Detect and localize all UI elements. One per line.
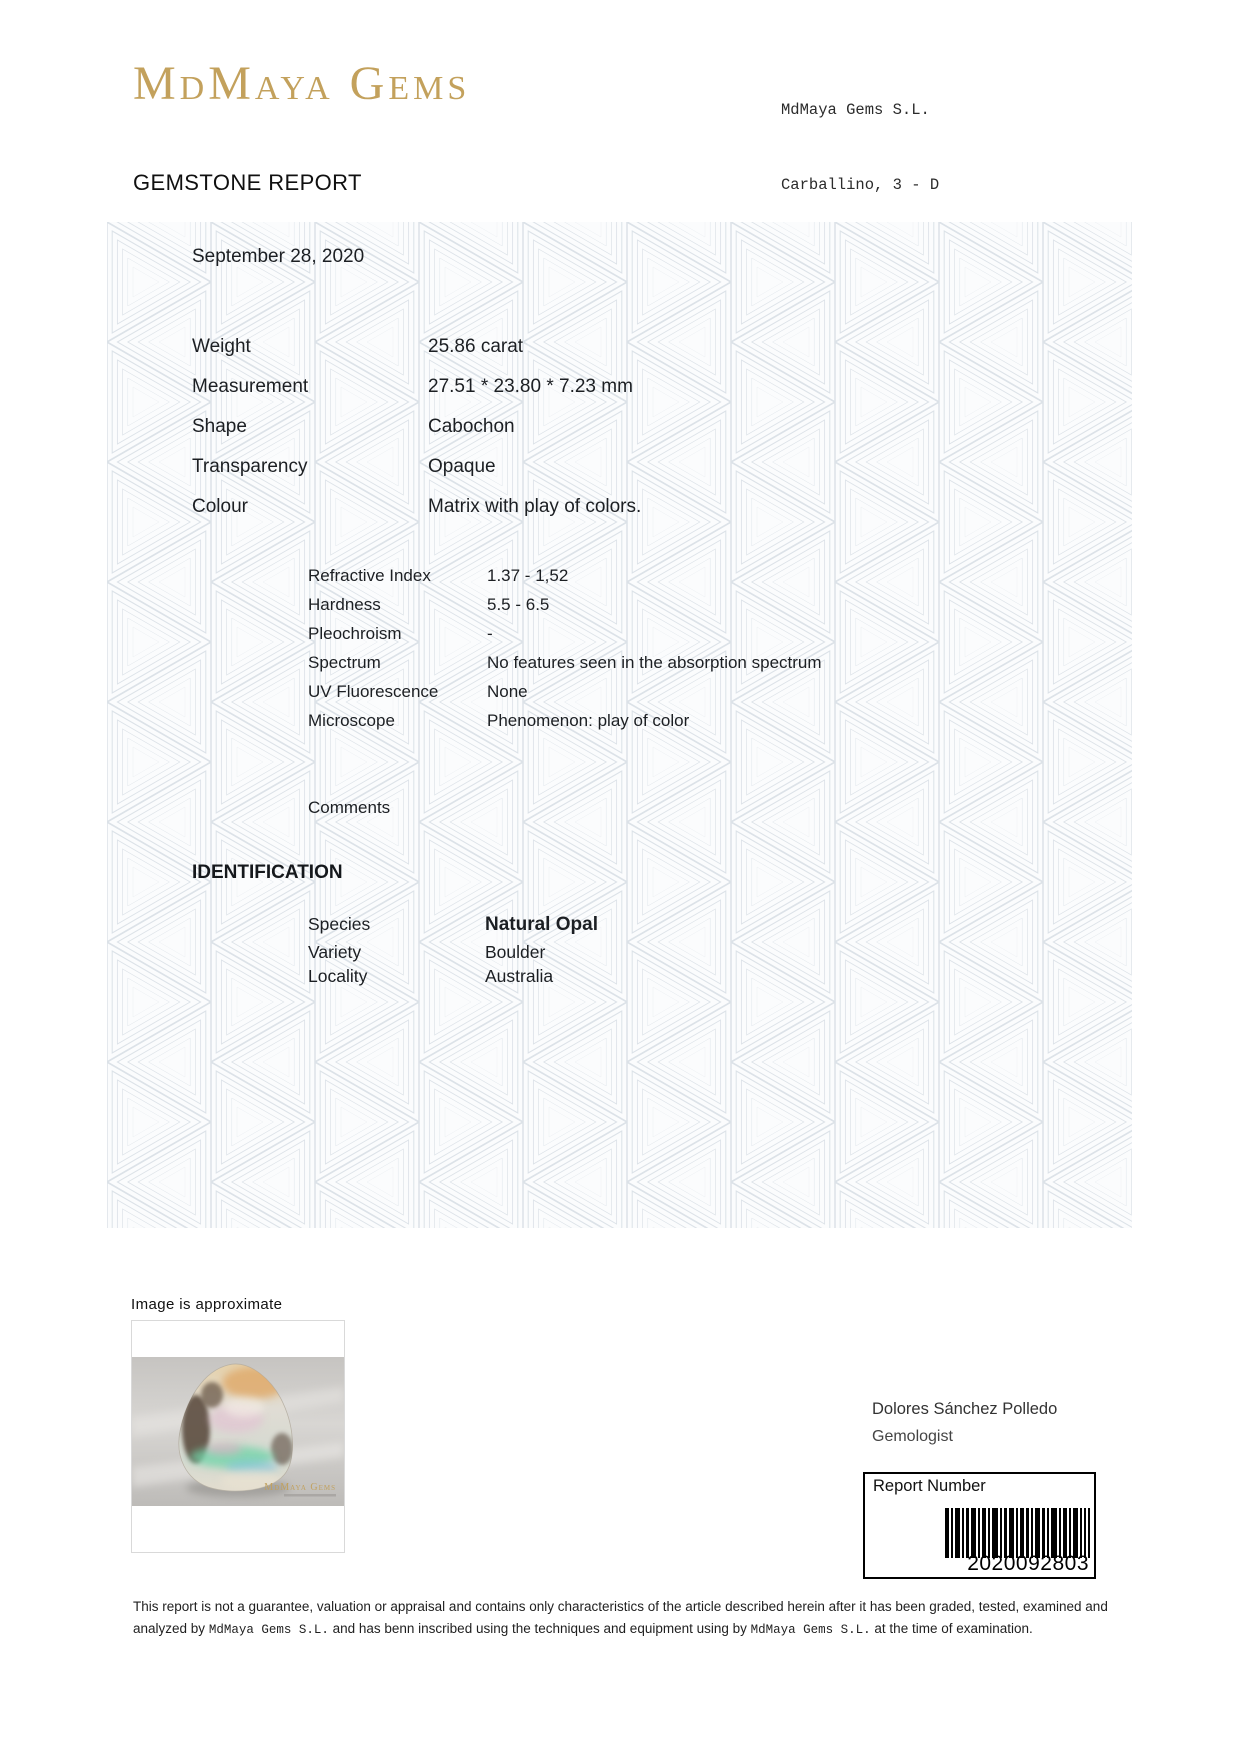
property-value: Boulder	[485, 942, 546, 962]
property-label: Locality	[308, 966, 368, 986]
company-logo: MdMaya Gems	[133, 57, 471, 110]
disclaimer-brand: MdMaya Gems S.L.	[208, 1623, 329, 1637]
property-label: Spectrum	[308, 653, 381, 672]
disclaimer	[133, 1596, 1133, 1641]
property-value: -	[487, 624, 493, 643]
disclaimer-text: and has benn inscribed using the techniques and equipment using by	[328, 1621, 751, 1636]
barcode	[945, 1508, 1090, 1558]
identification-heading: IDENTIFICATION	[192, 862, 343, 883]
property-label: Refractive Index	[308, 566, 431, 585]
report-number-value: 2020092803	[967, 1552, 1089, 1575]
property-value: 25.86 carat	[428, 336, 524, 357]
property-row	[107, 595, 1132, 621]
property-row	[107, 624, 1132, 650]
property-value: 5.5 - 6.5	[487, 595, 550, 614]
report-body	[107, 222, 1132, 1228]
property-row	[107, 336, 1132, 362]
property-label: Microscope	[308, 711, 395, 730]
property-label: Hardness	[308, 595, 381, 614]
property-label: Species	[308, 914, 371, 934]
property-label: Transparency	[192, 456, 308, 477]
disclaimer-text: at the time of examination.	[870, 1621, 1033, 1636]
property-row	[107, 456, 1132, 482]
property-value: No features seen in the absorption spectrum	[487, 653, 822, 672]
gemologist-title: Gemologist	[872, 1428, 953, 1445]
opal-photo	[132, 1357, 344, 1506]
disclaimer-text: This report is not a guarantee, valuation or appraisal and contains only characteristics of the article described herein after it has been graded, tested, examined and analyzed by	[133, 1599, 1108, 1636]
identification-row	[107, 966, 1132, 992]
gem-photo-frame	[131, 1320, 345, 1553]
property-value: 1.37 - 1,52	[487, 566, 569, 585]
property-label: Variety	[308, 942, 362, 962]
property-value: 27.51 * 23.80 * 7.23 mm	[428, 376, 633, 397]
disclaimer-brand: MdMaya Gems S.L.	[750, 1623, 871, 1637]
property-label: Measurement	[192, 376, 309, 397]
property-value: None	[487, 682, 528, 701]
property-value: Opaque	[428, 456, 496, 477]
property-row	[107, 376, 1132, 402]
report-date: September 28, 2020	[192, 246, 365, 267]
property-row	[107, 566, 1132, 592]
property-value: Phenomenon: play of color	[487, 711, 690, 730]
gemologist-name: Dolores Sánchez Polledo	[872, 1400, 1058, 1418]
property-value: Matrix with play of colors.	[428, 496, 642, 517]
species-value: Natural Opal	[485, 914, 598, 935]
property-row	[107, 682, 1132, 708]
company-address-line: MdMaya Gems S.L.	[781, 101, 930, 119]
property-value: Australia	[485, 966, 554, 986]
photo-watermark: MdMaya Gems	[264, 1482, 336, 1493]
property-row	[107, 416, 1132, 442]
report-number-box	[863, 1472, 1096, 1579]
property-row	[107, 496, 1132, 522]
property-label: UV Fluorescence	[308, 682, 439, 701]
property-label: Weight	[192, 336, 251, 357]
image-caption: Image is approximate	[131, 1296, 283, 1313]
page-title: GEMSTONE REPORT	[133, 170, 362, 195]
property-row	[107, 653, 1132, 679]
property-row	[107, 711, 1132, 737]
property-value: Cabochon	[428, 416, 515, 437]
comments-label: Comments	[308, 798, 391, 817]
property-label: Shape	[192, 416, 247, 437]
company-address-line: Carballino, 3 - D	[781, 176, 940, 194]
report-number-label: Report Number	[873, 1477, 986, 1495]
identification-row	[107, 914, 1132, 940]
property-label: Colour	[192, 496, 248, 517]
identification-row	[107, 942, 1132, 968]
property-label: Pleochroism	[308, 624, 402, 643]
